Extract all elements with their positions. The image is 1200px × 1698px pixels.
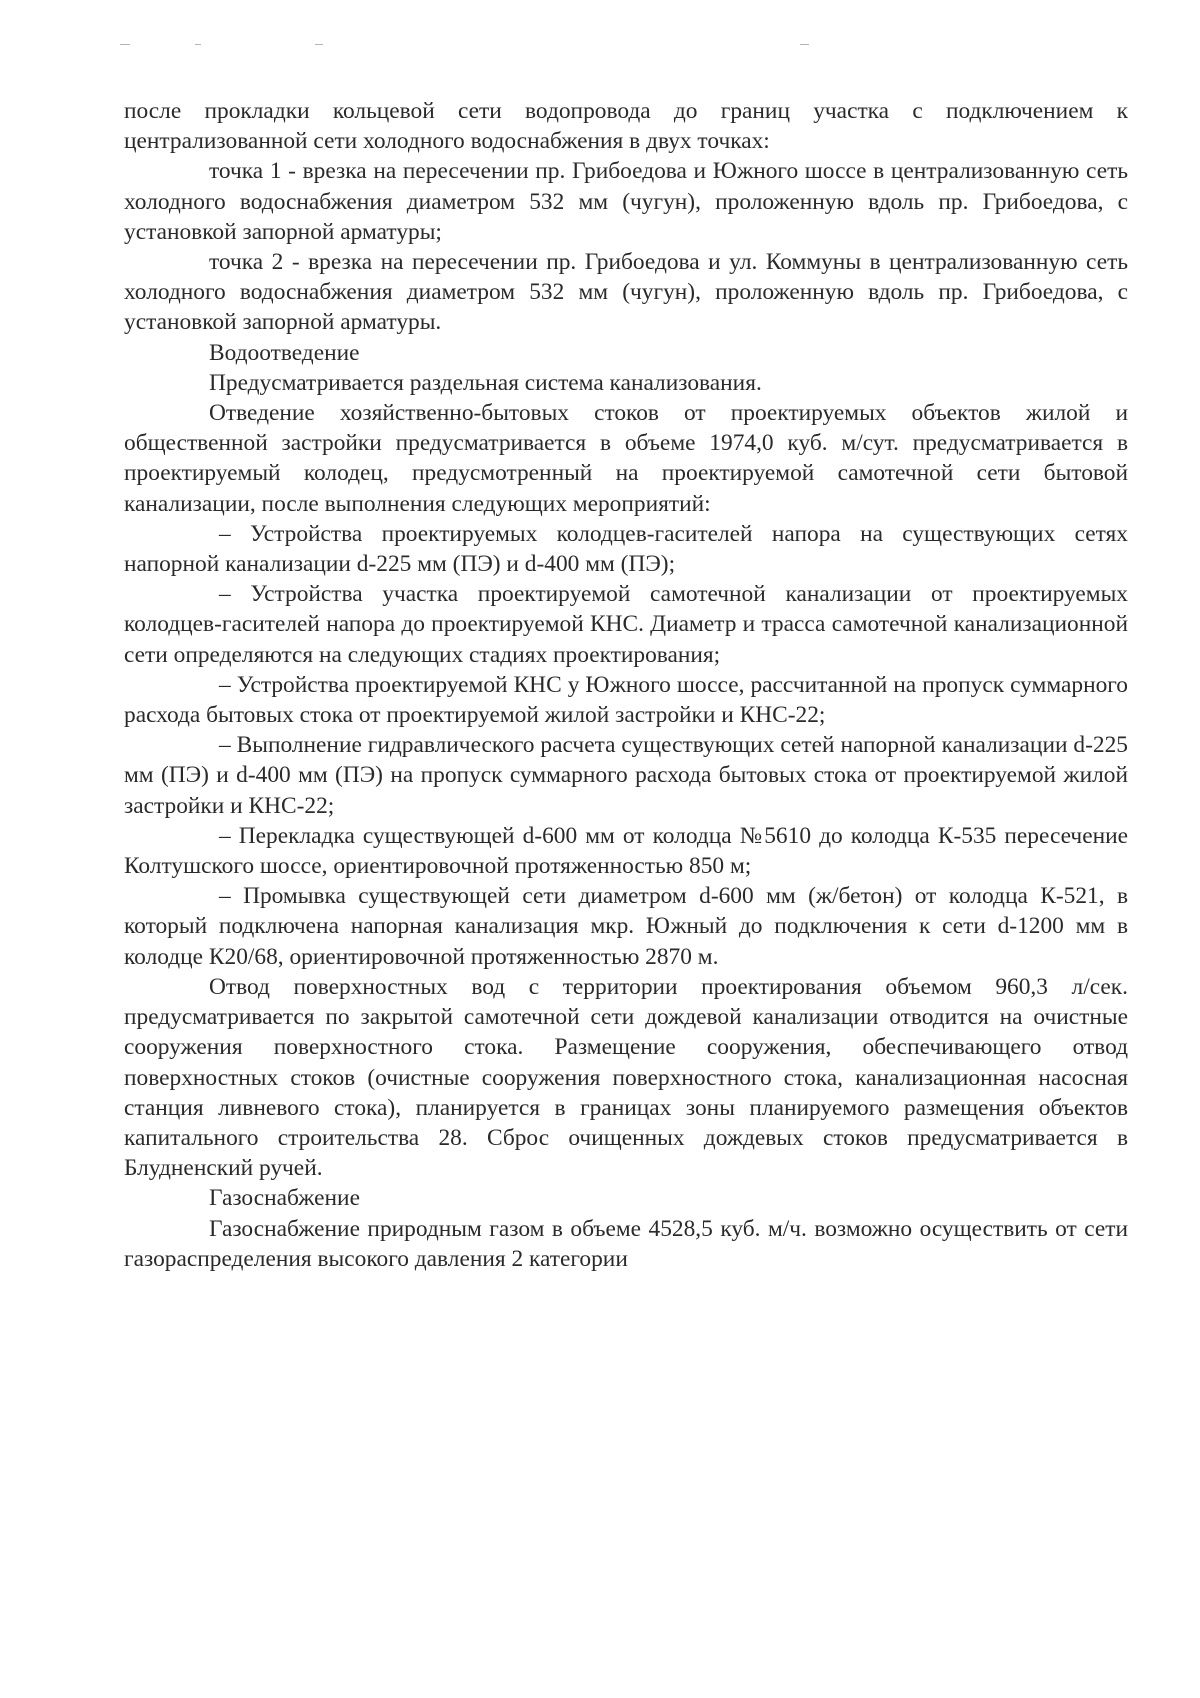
section-heading-gas-supply: Газоснабжение: [209, 1185, 360, 1212]
list-item-pipe-relaying: – Перекладка существующей d-600 мм от колодца №5610 до колодца К-535 пересечение Колтушского шоссе, ориентировочной протяженностью 850 м;: [124, 822, 1128, 880]
list-item-pressure-wells: – Устройства проектируемых колодцев-гасителей напора на существующих сетях напорной канализации d-225 мм (ПЭ) и d-400 мм (ПЭ);: [124, 520, 1128, 578]
paragraph-household-wastewater: Отведение хозяйственно-бытовых стоков от проектируемых объектов жилой и общественной застройки предусматривается в объеме 1974,0 куб. м/сут. предусматривается в проектируемый колодец, предусмотренный на проектируемой самотечной сети бытовой канализации, после выполнения следующих мероприятий:: [124, 400, 1128, 517]
scan-mark: [120, 44, 130, 45]
paragraph-connection-point-1: точка 1 - врезка на пересечении пр. Грибоедова и Южного шоссе в централизованную сеть холодного водоснабжения диаметром 532 мм (чугун), проложенную вдоль пр. Грибоедова, с установкой запорной арматуры;: [124, 158, 1128, 245]
scan-mark: [315, 44, 323, 45]
paragraph-surface-water: Отвод поверхностных вод с территории проектирования объемом 960,3 л/сек. предусматривается по закрытой самотечной сети дождевой канализации отводится на очистные сооружения поверхностного стока. Размещение сооружения, обеспечивающего отвод поверхностных стоков (очистные сооружения поверхностного стока, канализационная насосная станция ливневого стока), планируется в границах зоны планируемого размещения объектов капитального строительства 28. Сброс очищенных дождевых стоков предусматривается в Блудненский ручей.: [124, 973, 1128, 1182]
document-body: [124, 96, 1128, 1274]
list-item-pumping-station: – Устройства проектируемой КНС у Южного шоссе, рассчитанной на пропуск суммарного расхода бытовых стока от проектируемой жилой застройки и КНС-22;: [124, 671, 1128, 729]
section-heading-drainage: Водоотведение: [209, 339, 360, 366]
list-item-gravity-sewer: – Устройства участка проектируемой самотечной канализации от проектируемых колодцев-гасителей напора до проектируемой КНС. Диаметр и трасса самотечной канализационной сети определяются на следующих стадиях проектирования;: [124, 581, 1128, 668]
paragraph-continuation: после прокладки кольцевой сети водопровода до границ участка с подключением к централизованной сети холодного водоснабжения в двух точках:: [124, 98, 1128, 155]
list-item-network-flushing: – Промывка существующей сети диаметром d-600 мм (ж/бетон) от колодца К-521, в который подключена напорная канализация мкр. Южный до подключения к сети d-1200 мм в колодце К20/68, ориентировочной протяженностью 2870 м.: [124, 883, 1128, 970]
list-item-hydraulic-calculation: – Выполнение гидравлического расчета существующих сетей напорной канализации d-225 мм (ПЭ) и d-400 мм (ПЭ) на пропуск суммарного расхода бытовых стока от проектируемой жилой застройки и КНС-22;: [124, 732, 1128, 819]
paragraph-connection-point-2: точка 2 - врезка на пересечении пр. Грибоедова и ул. Коммуны в централизованную сеть холодного водоснабжения диаметром 532 мм (чугун), проложенную вдоль пр. Грибоедова, с установкой запорной арматуры.: [124, 249, 1128, 336]
scan-artifacts: [120, 44, 900, 48]
paragraph-separate-sewerage: Предусматривается раздельная система канализования.: [209, 369, 762, 396]
paragraph-gas-supply: Газоснабжение природным газом в объеме 4528,5 куб. м/ч. возможно осуществить от сети газораспределения высокого давления 2 категории: [124, 1215, 1128, 1272]
scan-mark: [800, 44, 809, 45]
scan-mark: [195, 44, 201, 45]
